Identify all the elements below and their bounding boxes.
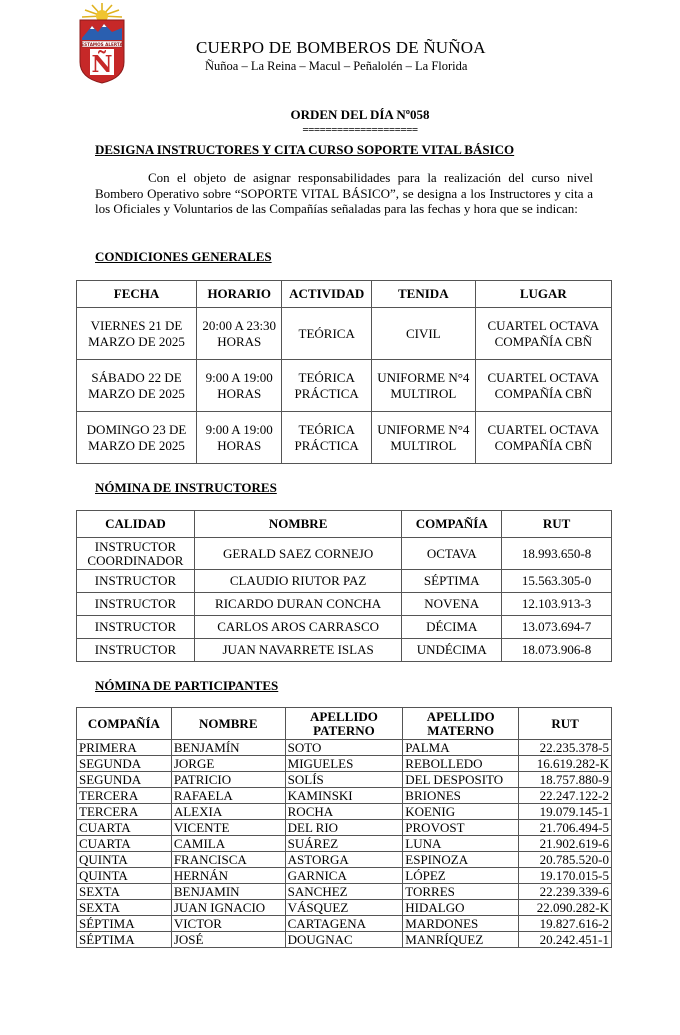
table-cell: KOENIG (403, 804, 519, 820)
table-cell: BENJAMIN (171, 884, 285, 900)
table-cell: CIVIL (371, 308, 475, 360)
table-cell: GARNICA (285, 868, 403, 884)
table-cell: MARDONES (403, 916, 519, 932)
table-cell: SÁBADO 22 DE MARZO DE 2025 (77, 360, 197, 412)
table-cell: CUARTEL OCTAVA COMPAÑÍA CBÑ (475, 308, 611, 360)
table-cell: PALMA (403, 740, 519, 756)
column-header: ACTIVIDAD (282, 281, 372, 308)
table-cell: 19.079.145-1 (519, 804, 612, 820)
table-cell: ROCHA (285, 804, 403, 820)
logo-letter: Ñ (91, 51, 113, 78)
table-cell: PRIMERA (77, 740, 172, 756)
table-cell: INSTRUCTOR (77, 593, 195, 616)
table-cell: JUAN IGNACIO (171, 900, 285, 916)
table-cell: 18.757.880-9 (519, 772, 612, 788)
table-row (77, 788, 612, 804)
table-cell: ESPINOZA (403, 852, 519, 868)
table-cell: LUNA (403, 836, 519, 852)
table-row (77, 852, 612, 868)
table-cell: CUARTA (77, 836, 172, 852)
order-subject: DESIGNA INSTRUCTORES Y CITA CURSO SOPORTE VITAL BÁSICO (95, 142, 515, 157)
table-cell: PATRICIO (171, 772, 285, 788)
table-row (77, 820, 612, 836)
table-cell: QUINTA (77, 868, 172, 884)
participants-header-row (77, 708, 612, 740)
table-cell: 22.090.282-K (519, 900, 612, 916)
table-cell: CARLOS AROS CARRASCO (194, 616, 401, 639)
table-cell: INSTRUCTOR (77, 639, 195, 662)
table-row (77, 884, 612, 900)
intro-paragraph: Con el objeto de asignar responsabilidades para la realización del curso nivel Bombero Operativo sobre “SOPORTE VITAL BÁSICO”, se designa a los Instructores y cita a los Oficiales y Voluntarios de las Compañías señaladas para las fechas y hora que se indican: (95, 170, 593, 216)
table-cell: UNIFORME N°4 MULTIROL (371, 412, 475, 464)
table-cell: JORGE (171, 756, 285, 772)
table-cell: 16.619.282-K (519, 756, 612, 772)
table-row (77, 868, 612, 884)
table-cell: 18.993.650-8 (502, 538, 612, 570)
table-cell: SUÁREZ (285, 836, 403, 852)
table-cell: ASTORGA (285, 852, 403, 868)
logo-motto: ESTAMOS ALERTA (81, 41, 123, 47)
table-row (77, 308, 612, 360)
column-header: CALIDAD (77, 511, 195, 538)
table-row (77, 756, 612, 772)
table-cell: LÓPEZ (403, 868, 519, 884)
table-cell: SEXTA (77, 900, 172, 916)
table-cell: OCTAVA (402, 538, 502, 570)
table-row (77, 932, 612, 948)
table-cell: SANCHEZ (285, 884, 403, 900)
order-title: ORDEN DEL DÍA Nº058 (290, 107, 430, 122)
column-header: RUT (502, 511, 612, 538)
table-cell: SÉPTIMA (77, 932, 172, 948)
table-cell: 21.706.494-5 (519, 820, 612, 836)
table-row (77, 616, 612, 639)
column-header: NOMBRE (194, 511, 401, 538)
table-cell: DOUGNAC (285, 932, 403, 948)
table-row (77, 570, 612, 593)
table-cell: DEL DESPOSITO (403, 772, 519, 788)
table-cell: REBOLLEDO (403, 756, 519, 772)
table-cell: SÉPTIMA (402, 570, 502, 593)
table-cell: FRANCISCA (171, 852, 285, 868)
table-cell: 20.785.520-0 (519, 852, 612, 868)
table-cell: CLAUDIO RIUTOR PAZ (194, 570, 401, 593)
table-cell: 22.235.378-5 (519, 740, 612, 756)
table-cell: DEL RIO (285, 820, 403, 836)
conditions-heading: CONDICIONES GENERALES (95, 249, 272, 264)
table-row (77, 836, 612, 852)
table-cell: UNIFORME N°4 MULTIROL (371, 360, 475, 412)
table-cell: HERNÁN (171, 868, 285, 884)
table-cell: 22.247.122-2 (519, 788, 612, 804)
table-row (77, 412, 612, 464)
table-cell: 15.563.305-0 (502, 570, 612, 593)
instructors-table (76, 510, 612, 662)
table-cell: 9:00 A 19:00 HORAS (197, 360, 282, 412)
table-cell: 13.073.694-7 (502, 616, 612, 639)
table-row (77, 916, 612, 932)
column-header: NOMBRE (171, 708, 285, 740)
table-cell: QUINTA (77, 852, 172, 868)
table-cell: UNDÉCIMA (402, 639, 502, 662)
table-cell: VICTOR (171, 916, 285, 932)
column-header: TENIDA (371, 281, 475, 308)
table-cell: 19.827.616-2 (519, 916, 612, 932)
table-cell: 20:00 A 23:30 HORAS (197, 308, 282, 360)
table-cell: JUAN NAVARRETE ISLAS (194, 639, 401, 662)
table-cell: RAFAELA (171, 788, 285, 804)
table-row (77, 900, 612, 916)
fire-department-crest-logo (78, 2, 126, 84)
column-header: HORARIO (197, 281, 282, 308)
table-cell: 20.242.451-1 (519, 932, 612, 948)
table-cell: SOLÍS (285, 772, 403, 788)
table-cell: 18.073.906-8 (502, 639, 612, 662)
table-cell: TEÓRICA PRÁCTICA (282, 412, 372, 464)
table-row (77, 740, 612, 756)
table-row (77, 772, 612, 788)
participants-heading: NÓMINA DE PARTICIPANTES (95, 678, 279, 693)
column-header: RUT (519, 708, 612, 740)
table-cell: JOSÉ (171, 932, 285, 948)
table-cell: TERCERA (77, 804, 172, 820)
table-row (77, 538, 612, 570)
column-header: APELLIDO PATERNO (285, 708, 403, 740)
column-header: FECHA (77, 281, 197, 308)
instructors-heading: NÓMINA DE INSTRUCTORES (95, 480, 277, 495)
table-cell: MANRÍQUEZ (403, 932, 519, 948)
table-cell: DOMINGO 23 DE MARZO DE 2025 (77, 412, 197, 464)
table-cell: NOVENA (402, 593, 502, 616)
conditions-body (77, 308, 612, 464)
conditions-header-row (77, 281, 612, 308)
table-cell: KAMINSKI (285, 788, 403, 804)
table-cell: MIGUELES (285, 756, 403, 772)
table-cell: INSTRUCTOR (77, 616, 195, 639)
table-cell: SOTO (285, 740, 403, 756)
table-cell: RICARDO DURAN CONCHA (194, 593, 401, 616)
table-cell: 12.103.913-3 (502, 593, 612, 616)
table-cell: SEXTA (77, 884, 172, 900)
table-row (77, 360, 612, 412)
table-cell: SEGUNDA (77, 772, 172, 788)
table-cell: HIDALGO (403, 900, 519, 916)
table-cell: 9:00 A 19:00 HORAS (197, 412, 282, 464)
table-cell: CUARTEL OCTAVA COMPAÑÍA CBÑ (475, 412, 611, 464)
table-cell: CARTAGENA (285, 916, 403, 932)
table-cell: CUARTEL OCTAVA COMPAÑÍA CBÑ (475, 360, 611, 412)
order-title-rule: ==================== (302, 124, 418, 136)
table-cell: CUARTA (77, 820, 172, 836)
participants-body (77, 740, 612, 948)
table-cell: SÉPTIMA (77, 916, 172, 932)
table-cell: TERCERA (77, 788, 172, 804)
table-row (77, 639, 612, 662)
table-cell: GERALD SAEZ CORNEJO (194, 538, 401, 570)
table-cell: VIERNES 21 DE MARZO DE 2025 (77, 308, 197, 360)
table-cell: 21.902.619-6 (519, 836, 612, 852)
organization-name: CUERPO DE BOMBEROS DE ÑUÑOA (196, 38, 486, 57)
table-cell: VÁSQUEZ (285, 900, 403, 916)
table-cell: CAMILA (171, 836, 285, 852)
instructors-header-row (77, 511, 612, 538)
conditions-table (76, 280, 612, 464)
column-header: APELLIDO MATERNO (403, 708, 519, 740)
instructors-body (77, 538, 612, 662)
table-row (77, 593, 612, 616)
table-cell: ALEXIA (171, 804, 285, 820)
organization-communes: Ñuñoa – La Reina – Macul – Peñalolén – La Florida (205, 59, 468, 73)
table-cell: PROVOST (403, 820, 519, 836)
table-cell: VICENTE (171, 820, 285, 836)
table-cell: INSTRUCTOR (77, 570, 195, 593)
table-cell: 22.239.339-6 (519, 884, 612, 900)
column-header: LUGAR (475, 281, 611, 308)
table-row (77, 804, 612, 820)
table-cell: INSTRUCTOR COORDINADOR (77, 538, 195, 570)
column-header: COMPAÑÍA (77, 708, 172, 740)
table-cell: BENJAMÍN (171, 740, 285, 756)
table-cell: DÉCIMA (402, 616, 502, 639)
table-cell: TEÓRICA (282, 308, 372, 360)
table-cell: BRIONES (403, 788, 519, 804)
participants-table (76, 707, 612, 948)
table-cell: 19.170.015-5 (519, 868, 612, 884)
table-cell: SEGUNDA (77, 756, 172, 772)
column-header: COMPAÑÍA (402, 511, 502, 538)
table-cell: TORRES (403, 884, 519, 900)
table-cell: TEÓRICA PRÁCTICA (282, 360, 372, 412)
